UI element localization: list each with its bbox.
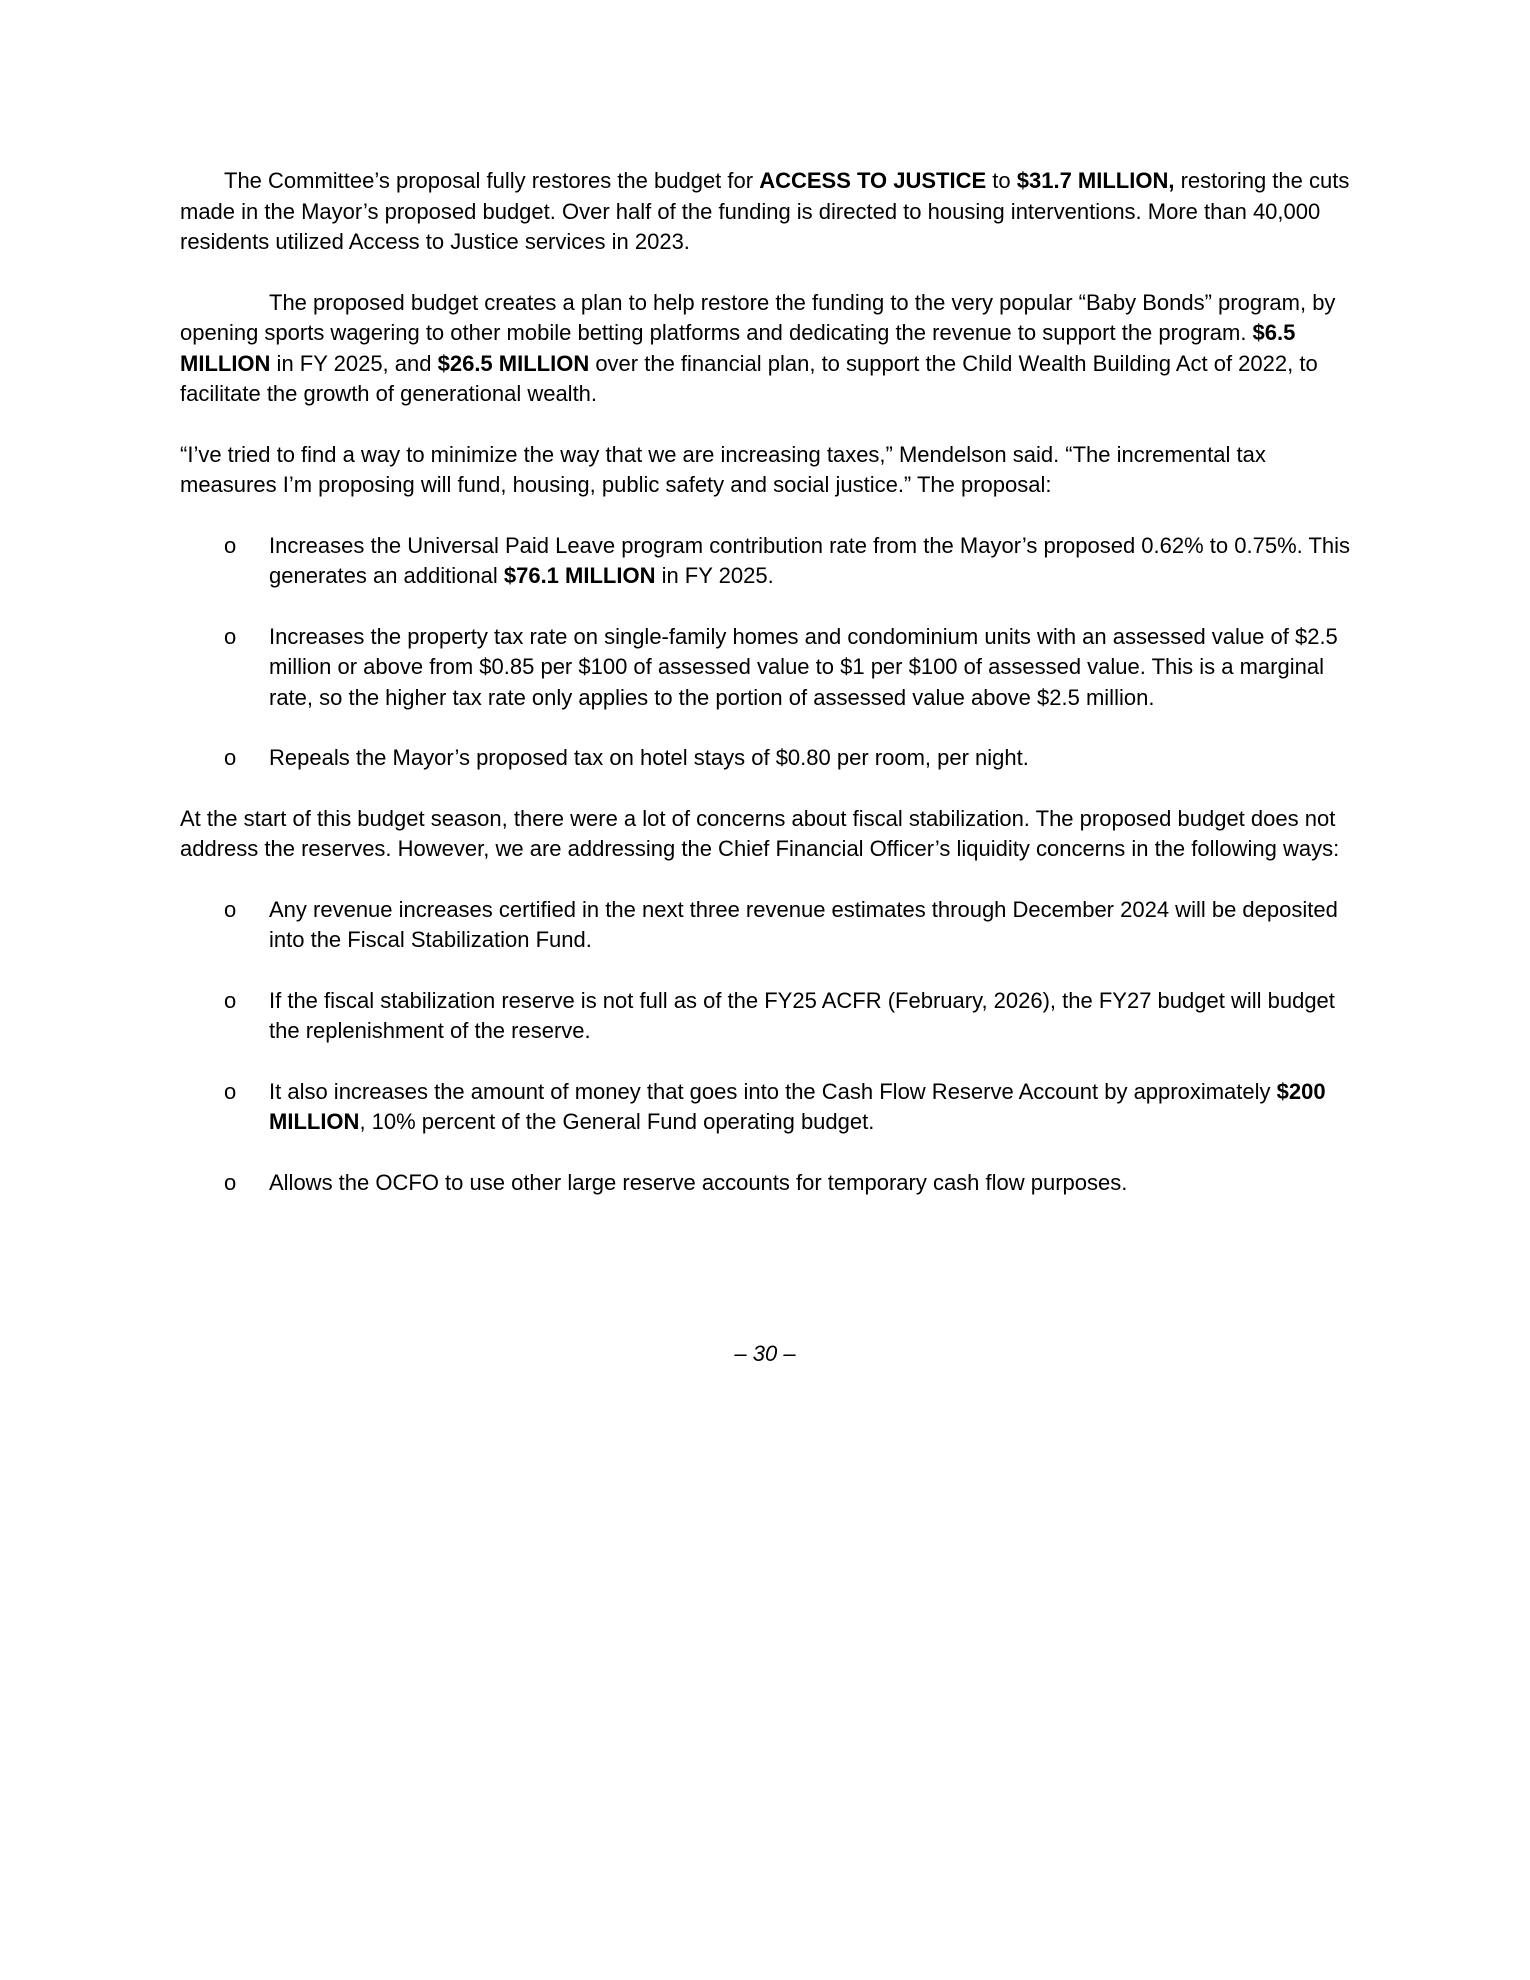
list-item (180, 622, 1355, 714)
list-item (180, 531, 1355, 592)
bullet-circle-icon: o (224, 623, 237, 649)
bold-run: $6.5 MILLION (180, 320, 1296, 376)
text-run: Increases the property tax rate on single-family homes and condominium units with an assessed value of $2.5 million or above from $0.85 per $100 of assessed value to $1 per $100 of assessed value. This is a marginal rate, so the higher tax rate only applies to the portion of assessed value above $2.5 million. (269, 623, 1338, 710)
list-item (180, 743, 1355, 774)
mendelson-quote-paragraph: “I’ve tried to find a way to minimize the way that we are increasing taxes,” Mendelson said. “The incremental tax measures I’m proposing will fund, housing, public safety and social justice.” The proposal: (180, 441, 1266, 497)
access-to-justice-paragraph (180, 166, 1355, 258)
text-run: in FY 2025. (655, 563, 774, 588)
text-run: , 10% percent of the General Fund operating budget. (359, 1109, 875, 1134)
bullet-circle-icon: o (224, 745, 237, 770)
fiscal-stabilization-paragraph: At the start of this budget season, there were a lot of concerns about fiscal stabilization. The proposed budget does not address the reserves. However, we are addressing the Chief Financial Officer’s liquidity concerns in the following ways: (180, 805, 1340, 861)
bold-run: $31.7 MILLION, (1016, 168, 1175, 193)
tax-proposal-list (180, 531, 1355, 774)
list-item (180, 986, 1355, 1047)
bullet-circle-icon: o (224, 896, 237, 922)
list-item (180, 1077, 1355, 1138)
text-run: If the fiscal stabilization reserve is not full as of the FY25 ACFR (February, 2026), the FY27 budget will budget the replenishment of the reserve. (269, 987, 1335, 1043)
text-run: The Committee’s proposal fully restores the budget for (224, 168, 760, 193)
bullet-circle-icon: o (224, 532, 237, 558)
text-run: It also increases the amount of money that goes into the Cash Flow Reserve Account by approximately (269, 1078, 1277, 1104)
list-item (180, 1168, 1355, 1199)
text-run: in FY 2025, and (270, 350, 438, 376)
text-run: restoring the cuts made in the Mayor’s proposed budget. Over half of the funding is directed to housing interventions. More than 40,000 residents utilized Access to Justice services in 2023. (180, 168, 1350, 254)
liquidity-measures-list (180, 895, 1355, 1199)
text-run: Allows the OCFO to use other large reserve accounts for temporary cash flow purposes. (269, 1169, 1128, 1195)
bold-run: ACCESS TO JUSTICE (759, 168, 987, 193)
document-body (180, 166, 1355, 1228)
page-number: – 30 – (734, 1341, 796, 1366)
text-run: to (986, 168, 1017, 193)
bullet-circle-icon: o (224, 1169, 237, 1195)
text-run: Repeals the Mayor’s proposed tax on hotel stays of $0.80 per room, per night. (269, 745, 1029, 770)
list-item (180, 895, 1355, 956)
text-run: The proposed budget creates a plan to help restore the funding to the very popular “Baby Bonds” program, by opening sports wagering to other mobile betting platforms and dedicating the revenue to support the program. (180, 289, 1336, 345)
baby-bonds-paragraph (180, 288, 1355, 410)
bold-run: $76.1 MILLION (503, 563, 656, 588)
text-run: over the financial plan, to support the Child Wealth Building Act of 2022, to facilitate the growth of generational wealth. (180, 350, 1318, 406)
bold-run: $200 MILLION (269, 1078, 1326, 1134)
bullet-circle-icon: o (224, 987, 237, 1013)
text-run: Increases the Universal Paid Leave program contribution rate from the Mayor’s proposed 0.62% to 0.75%. This generates an additional (269, 532, 1351, 588)
bullet-circle-icon: o (224, 1078, 237, 1104)
text-run: Any revenue increases certified in the next three revenue estimates through December 2024 will be deposited into the Fiscal Stabilization Fund. (269, 896, 1338, 952)
bold-run: $26.5 MILLION (437, 350, 590, 376)
